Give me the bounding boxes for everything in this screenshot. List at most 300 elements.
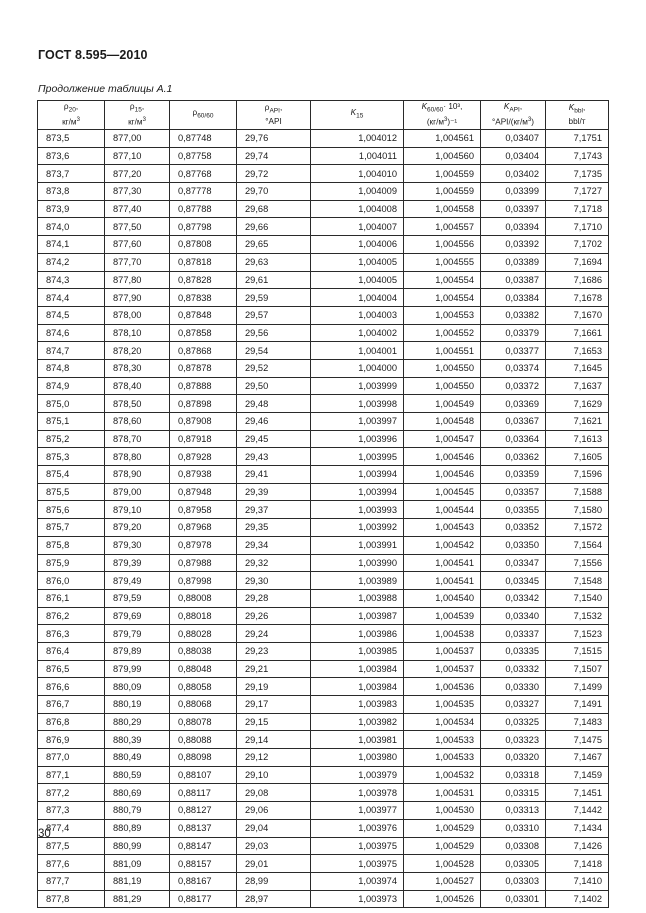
table-row — [38, 306, 609, 324]
table-row — [38, 819, 609, 837]
table-cell: 1,004529 — [404, 819, 481, 837]
table-cell: 0,88078 — [170, 713, 237, 731]
table-row — [38, 625, 609, 643]
table-cell: 1,004553 — [404, 306, 481, 324]
table-cell: 0,03323 — [481, 731, 546, 749]
table-cell: 7,1702 — [546, 236, 609, 254]
table-row — [38, 183, 609, 201]
table-cell: 1,004537 — [404, 660, 481, 678]
table-cell: 879,69 — [105, 607, 170, 625]
table-cell: 880,59 — [105, 766, 170, 784]
table-cell: 877,20 — [105, 165, 170, 183]
table-cell: 29,01 — [237, 855, 311, 873]
table-cell: 7,1629 — [546, 395, 609, 413]
table-cell: 881,09 — [105, 855, 170, 873]
column-header: $\rho_{API}$, °API — [237, 101, 311, 130]
table-row — [38, 359, 609, 377]
table-row — [38, 271, 609, 289]
table-cell: 0,88107 — [170, 766, 237, 784]
table-row — [38, 130, 609, 148]
table-row — [38, 430, 609, 448]
table-cell: 0,87888 — [170, 377, 237, 395]
table-cell: 0,88167 — [170, 872, 237, 890]
table-cell: 1,004560 — [404, 147, 481, 165]
table-cell: 7,1548 — [546, 572, 609, 590]
table-row — [38, 466, 609, 484]
table-cell: 1,004545 — [404, 483, 481, 501]
table-cell: 0,03402 — [481, 165, 546, 183]
table-cell: 877,1 — [38, 766, 105, 784]
table-cell: 0,88177 — [170, 890, 237, 908]
table-cell: 29,41 — [237, 466, 311, 484]
table-row — [38, 147, 609, 165]
table-cell: 875,2 — [38, 430, 105, 448]
table-row — [38, 236, 609, 254]
table-cell: 1,004002 — [311, 324, 404, 342]
table-row — [38, 395, 609, 413]
table-cell: 1,004009 — [311, 183, 404, 201]
table-row — [38, 749, 609, 767]
table-cell: 880,39 — [105, 731, 170, 749]
table-cell: 29,43 — [237, 448, 311, 466]
table-cell: 29,30 — [237, 572, 311, 590]
table-cell: 874,5 — [38, 306, 105, 324]
table-row — [38, 253, 609, 271]
table-cell: 29,61 — [237, 271, 311, 289]
table-cell: 7,1507 — [546, 660, 609, 678]
table-cell: 1,003975 — [311, 855, 404, 873]
table-cell: 0,03364 — [481, 430, 546, 448]
table-cell: 29,08 — [237, 784, 311, 802]
table-cell: 1,003984 — [311, 678, 404, 696]
table-cell: 0,88157 — [170, 855, 237, 873]
table-cell: 29,56 — [237, 324, 311, 342]
table-cell: 0,03389 — [481, 253, 546, 271]
table-row — [38, 519, 609, 537]
table-cell: 880,99 — [105, 837, 170, 855]
table-cell: 875,5 — [38, 483, 105, 501]
table-cell: 0,03374 — [481, 359, 546, 377]
table-cell: 0,03362 — [481, 448, 546, 466]
table-cell: 1,004010 — [311, 165, 404, 183]
table-cell: 877,30 — [105, 183, 170, 201]
column-header: $\rho_{15}$, $кг/м^3$ — [105, 101, 170, 130]
column-header: $K_{API}$, $^\circ API/(кг/м^3)$ — [481, 101, 546, 130]
table-cell: 877,70 — [105, 253, 170, 271]
table-row — [38, 589, 609, 607]
table-cell: 1,003980 — [311, 749, 404, 767]
table-row — [38, 696, 609, 714]
table-cell: 0,03367 — [481, 413, 546, 431]
table-row — [38, 802, 609, 820]
table-cell: 28,99 — [237, 872, 311, 890]
table-cell: 0,87758 — [170, 147, 237, 165]
table-cell: 877,60 — [105, 236, 170, 254]
table-cell: 874,4 — [38, 289, 105, 307]
table-cell: 29,12 — [237, 749, 311, 767]
table-cell: 29,54 — [237, 342, 311, 360]
table-cell: 7,1491 — [546, 696, 609, 714]
table-cell: 877,10 — [105, 147, 170, 165]
table-cell: 29,52 — [237, 359, 311, 377]
table-cell: 877,0 — [38, 749, 105, 767]
table-cell: 0,88038 — [170, 642, 237, 660]
table-cell: 877,00 — [105, 130, 170, 148]
table-cell: 0,03335 — [481, 642, 546, 660]
table-cell: 7,1735 — [546, 165, 609, 183]
table-cell: 1,004538 — [404, 625, 481, 643]
table-cell: 874,6 — [38, 324, 105, 342]
table-cell: 873,7 — [38, 165, 105, 183]
table-cell: 0,03325 — [481, 713, 546, 731]
table-cell: 880,19 — [105, 696, 170, 714]
table-row — [38, 837, 609, 855]
table-cell: 29,35 — [237, 519, 311, 537]
table-row — [38, 536, 609, 554]
table-cell: 7,1743 — [546, 147, 609, 165]
table-row — [38, 660, 609, 678]
table-cell: 7,1467 — [546, 749, 609, 767]
table-cell: 1,004542 — [404, 536, 481, 554]
table-cell: 881,19 — [105, 872, 170, 890]
table-cell: 879,30 — [105, 536, 170, 554]
table-cell: 0,88008 — [170, 589, 237, 607]
table-cell: 0,03355 — [481, 501, 546, 519]
table-cell: 7,1710 — [546, 218, 609, 236]
table-header — [38, 101, 609, 130]
table-cell: 0,87938 — [170, 466, 237, 484]
table-cell: 1,004001 — [311, 342, 404, 360]
table-cell: 876,2 — [38, 607, 105, 625]
table-cell: 0,88068 — [170, 696, 237, 714]
table-cell: 1,003973 — [311, 890, 404, 908]
table-cell: 0,03315 — [481, 784, 546, 802]
table-cell: 29,10 — [237, 766, 311, 784]
table-cell: 1,004561 — [404, 130, 481, 148]
table-cell: 0,03342 — [481, 589, 546, 607]
table-cell: 7,1694 — [546, 253, 609, 271]
column-header: $\rho_{20}$, $кг/м^3$ — [38, 101, 105, 130]
table-cell: 0,87998 — [170, 572, 237, 590]
table-cell: 1,003987 — [311, 607, 404, 625]
table-cell: 0,87748 — [170, 130, 237, 148]
table-cell: 0,03350 — [481, 536, 546, 554]
table-cell: 28,97 — [237, 890, 311, 908]
table-cell: 0,03347 — [481, 554, 546, 572]
table-cell: 0,87868 — [170, 342, 237, 360]
table-cell: 0,03379 — [481, 324, 546, 342]
table-cell: 1,004557 — [404, 218, 481, 236]
table-cell: 877,2 — [38, 784, 105, 802]
table-cell: 875,7 — [38, 519, 105, 537]
table-cell: 877,6 — [38, 855, 105, 873]
table-cell: 1,004559 — [404, 183, 481, 201]
table-cell: 0,03340 — [481, 607, 546, 625]
table-cell: 1,004546 — [404, 466, 481, 484]
table-cell: 7,1678 — [546, 289, 609, 307]
table-row — [38, 554, 609, 572]
table-cell: 877,50 — [105, 218, 170, 236]
table-cell: 29,45 — [237, 430, 311, 448]
table-cell: 1,004000 — [311, 359, 404, 377]
table-cell: 7,1686 — [546, 271, 609, 289]
table-cell: 7,1605 — [546, 448, 609, 466]
table-cell: 0,87988 — [170, 554, 237, 572]
table-cell: 0,87918 — [170, 430, 237, 448]
table-row — [38, 377, 609, 395]
table-cell: 1,003996 — [311, 430, 404, 448]
table-row — [38, 713, 609, 731]
table-cell: 876,3 — [38, 625, 105, 643]
table-cell: 1,004003 — [311, 306, 404, 324]
table-cell: 29,14 — [237, 731, 311, 749]
table-row — [38, 324, 609, 342]
table-cell: 0,03352 — [481, 519, 546, 537]
table-row — [38, 766, 609, 784]
column-header: $K_{bbl}$, bbl/т — [546, 101, 609, 130]
table-cell: 1,004012 — [311, 130, 404, 148]
table-cell: 876,8 — [38, 713, 105, 731]
table-cell: 873,9 — [38, 200, 105, 218]
table-cell: 0,03305 — [481, 855, 546, 873]
table-cell: 879,39 — [105, 554, 170, 572]
table-cell: 7,1596 — [546, 466, 609, 484]
table-cell: 29,26 — [237, 607, 311, 625]
table-row — [38, 342, 609, 360]
table-cell: 1,004558 — [404, 200, 481, 218]
table-cell: 29,66 — [237, 218, 311, 236]
table-cell: 1,004526 — [404, 890, 481, 908]
table-cell: 0,88147 — [170, 837, 237, 855]
table-cell: 877,4 — [38, 819, 105, 837]
table-cell: 7,1451 — [546, 784, 609, 802]
table-cell: 0,03320 — [481, 749, 546, 767]
table-cell: 1,004537 — [404, 642, 481, 660]
table-cell: 1,004546 — [404, 448, 481, 466]
table-cell: 876,6 — [38, 678, 105, 696]
table-cell: 7,1564 — [546, 536, 609, 554]
table-cell: 880,69 — [105, 784, 170, 802]
table-cell: 29,39 — [237, 483, 311, 501]
table-cell: 1,004552 — [404, 324, 481, 342]
table-caption: Продолжение таблицы А.1 — [38, 83, 173, 95]
table-row — [38, 200, 609, 218]
table-cell: 879,49 — [105, 572, 170, 590]
table-cell: 7,1751 — [546, 130, 609, 148]
table-cell: 1,003997 — [311, 413, 404, 431]
table-cell: 1,004548 — [404, 413, 481, 431]
table-cell: 29,70 — [237, 183, 311, 201]
table-cell: 879,00 — [105, 483, 170, 501]
table-cell: 7,1499 — [546, 678, 609, 696]
table-cell: 0,03303 — [481, 872, 546, 890]
table-cell: 878,10 — [105, 324, 170, 342]
table-cell: 0,87798 — [170, 218, 237, 236]
table-row — [38, 607, 609, 625]
table-cell: 0,87928 — [170, 448, 237, 466]
table-cell: 29,21 — [237, 660, 311, 678]
table-cell: 0,03345 — [481, 572, 546, 590]
table-cell: 29,19 — [237, 678, 311, 696]
table-cell: 1,003975 — [311, 837, 404, 855]
table-cell: 1,004532 — [404, 766, 481, 784]
table-cell: 0,88048 — [170, 660, 237, 678]
column-header: $K_{15}$ — [311, 101, 404, 130]
table-cell: 0,87828 — [170, 271, 237, 289]
table-row — [38, 890, 609, 908]
table-cell: 0,03407 — [481, 130, 546, 148]
table-cell: 1,004543 — [404, 519, 481, 537]
table-cell: 7,1459 — [546, 766, 609, 784]
table-cell: 1,003984 — [311, 660, 404, 678]
table-cell: 29,23 — [237, 642, 311, 660]
table-cell: 0,03318 — [481, 766, 546, 784]
table-cell: 1,004547 — [404, 430, 481, 448]
table-cell: 1,004554 — [404, 289, 481, 307]
table-cell: 7,1410 — [546, 872, 609, 890]
table-cell: 877,40 — [105, 200, 170, 218]
table-cell: 29,24 — [237, 625, 311, 643]
table-cell: 7,1402 — [546, 890, 609, 908]
table-cell: 1,004535 — [404, 696, 481, 714]
table-cell: 7,1540 — [546, 589, 609, 607]
table-cell: 0,87978 — [170, 536, 237, 554]
table-body — [38, 130, 609, 908]
table-cell: 879,20 — [105, 519, 170, 537]
table-cell: 878,80 — [105, 448, 170, 466]
table-cell: 29,59 — [237, 289, 311, 307]
table-cell: 0,88088 — [170, 731, 237, 749]
table-cell: 1,004534 — [404, 713, 481, 731]
table-cell: 878,00 — [105, 306, 170, 324]
table-cell: 0,88028 — [170, 625, 237, 643]
table-cell: 873,5 — [38, 130, 105, 148]
table-cell: 880,79 — [105, 802, 170, 820]
table-cell: 29,17 — [237, 696, 311, 714]
table-cell: 1,003983 — [311, 696, 404, 714]
table-cell: 880,09 — [105, 678, 170, 696]
table-cell: 29,06 — [237, 802, 311, 820]
table-cell: 876,5 — [38, 660, 105, 678]
table-cell: 874,3 — [38, 271, 105, 289]
table-cell: 7,1572 — [546, 519, 609, 537]
table-cell: 1,004541 — [404, 572, 481, 590]
table-cell: 874,8 — [38, 359, 105, 377]
table-cell: 876,9 — [38, 731, 105, 749]
table-cell: 7,1580 — [546, 501, 609, 519]
table-cell: 1,003993 — [311, 501, 404, 519]
table-cell: 0,88127 — [170, 802, 237, 820]
table-cell: 0,88058 — [170, 678, 237, 696]
table-cell: 1,004540 — [404, 589, 481, 607]
table-cell: 0,88117 — [170, 784, 237, 802]
table-cell: 1,003988 — [311, 589, 404, 607]
table-cell: 1,003978 — [311, 784, 404, 802]
table-cell: 1,003992 — [311, 519, 404, 537]
table-row — [38, 855, 609, 873]
table-row — [38, 218, 609, 236]
table-cell: 1,004531 — [404, 784, 481, 802]
table-row — [38, 731, 609, 749]
table-cell: 0,03301 — [481, 890, 546, 908]
table-cell: 874,9 — [38, 377, 105, 395]
table-cell: 877,90 — [105, 289, 170, 307]
table-cell: 1,003979 — [311, 766, 404, 784]
table-cell: 0,03332 — [481, 660, 546, 678]
table-cell: 0,03337 — [481, 625, 546, 643]
table-cell: 1,003981 — [311, 731, 404, 749]
table-row — [38, 872, 609, 890]
table-cell: 873,6 — [38, 147, 105, 165]
table-cell: 880,29 — [105, 713, 170, 731]
table-cell: 0,87788 — [170, 200, 237, 218]
table-cell: 1,003982 — [311, 713, 404, 731]
table-cell: 877,3 — [38, 802, 105, 820]
table-cell: 875,3 — [38, 448, 105, 466]
table-cell: 7,1588 — [546, 483, 609, 501]
table-cell: 7,1718 — [546, 200, 609, 218]
table-cell: 876,7 — [38, 696, 105, 714]
table-cell: 1,004007 — [311, 218, 404, 236]
table-cell: 874,7 — [38, 342, 105, 360]
table-cell: 29,63 — [237, 253, 311, 271]
table-cell: 1,003974 — [311, 872, 404, 890]
table-cell: 873,8 — [38, 183, 105, 201]
table-cell: 7,1670 — [546, 306, 609, 324]
column-header: $\rho_{60/60}$ — [170, 101, 237, 130]
table-row — [38, 678, 609, 696]
table-cell: 7,1442 — [546, 802, 609, 820]
table-cell: 877,8 — [38, 890, 105, 908]
table-cell: 7,1621 — [546, 413, 609, 431]
table-cell: 29,65 — [237, 236, 311, 254]
table-cell: 1,004550 — [404, 359, 481, 377]
table-cell: 7,1727 — [546, 183, 609, 201]
table-cell: 7,1637 — [546, 377, 609, 395]
table-cell: 875,0 — [38, 395, 105, 413]
data-table-container — [37, 100, 608, 908]
table-cell: 1,004528 — [404, 855, 481, 873]
table-cell: 874,2 — [38, 253, 105, 271]
table-cell: 875,8 — [38, 536, 105, 554]
table-cell: 0,87968 — [170, 519, 237, 537]
table-cell: 0,88137 — [170, 819, 237, 837]
table-cell: 0,03404 — [481, 147, 546, 165]
table-cell: 7,1523 — [546, 625, 609, 643]
table-cell: 7,1475 — [546, 731, 609, 749]
table-cell: 0,03372 — [481, 377, 546, 395]
table-cell: 1,004536 — [404, 678, 481, 696]
table-cell: 0,87948 — [170, 483, 237, 501]
table-cell: 29,46 — [237, 413, 311, 431]
table-cell: 875,6 — [38, 501, 105, 519]
table-cell: 1,003991 — [311, 536, 404, 554]
table-cell: 0,03308 — [481, 837, 546, 855]
table-cell: 7,1515 — [546, 642, 609, 660]
table-cell: 0,03377 — [481, 342, 546, 360]
table-cell: 1,004551 — [404, 342, 481, 360]
table-cell: 0,87958 — [170, 501, 237, 519]
table-cell: 1,004011 — [311, 147, 404, 165]
page-number: 30 — [38, 828, 51, 840]
table-cell: 29,03 — [237, 837, 311, 855]
table-cell: 0,87838 — [170, 289, 237, 307]
table-cell: 878,20 — [105, 342, 170, 360]
table-cell: 29,74 — [237, 147, 311, 165]
table-cell: 876,4 — [38, 642, 105, 660]
table-cell: 879,59 — [105, 589, 170, 607]
table-cell: 7,1556 — [546, 554, 609, 572]
